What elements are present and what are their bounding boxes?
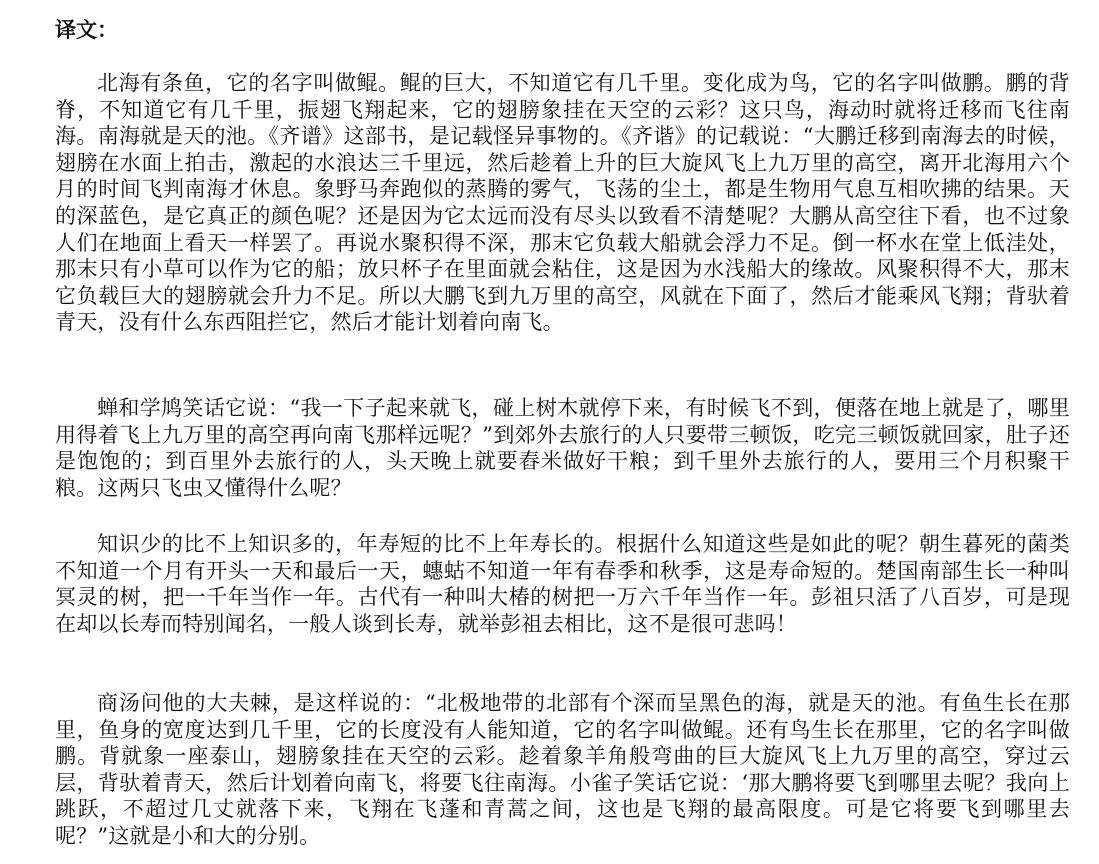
heading-translation: 译文： [55,17,118,42]
paragraph-kun-peng: 北海有条鱼，它的名字叫做鲲。鲲的巨大，不知道它有几千里。变化成为鸟，它的名字叫做鹏。鹏的背脊，不知道它有几千里，振翅飞翔起来，它的翅膀象挂在天空的云彩？这只鸟，海动时就将迁移而飞往南海。南海就是天的池。《齐谱》这部书，是记载怪异事物的。《齐谐》的记载说：“大鹏迁移到南海去的时候，翅膀在水面上拍击，激起的水浪达三千里远，然后趁着上升的巨大旋风飞上九万里的高空，离开北海用六个月的时间飞判南海才休息。象野马奔跑似的蒸腾的雾气，飞荡的尘土，都是生物用气息互相吹拂的结果。天的深蓝色，是它真正的颜色呢？还是因为它太远而没有尽头以致看不清楚呢？大鹏从高空往下看，也不过象人们在地面上看天一样罢了。再说水聚积得不深，那末它负载大船就会浮力不足。倒一杯水在堂上低洼处，那末只有小草可以作为它的船；放只杯子在里面就会粘住，这是因为水浅船大的缘故。风聚积得不大，那末它负载巨大的翅膀就会升力不足。所以大鹏飞到九万里的高空，风就在下面了，然后才能乘风飞翔；背驮着青天，没有什么东西阻拦它，然后才能计划着向南飞。 [55,71,1070,335]
paragraph-cicada-dove: 蝉和学鸠笑话它说：“我一下子起来就飞，碰上树木就停下来，有时候飞不到，便落在地上就是了，哪里用得着飞上九万里的高空再向南飞那样远呢？”到郊外去旅行的人只要带三顿饭，吃完三顿饭就回家，肚子还是饱饱的；到百里外去旅行的人，头天晚上就要舂米做好干粮；到千里外去旅行的人，要用三个月积聚干粮。这两只飞虫又懂得什么呢？ [55,396,1070,500]
paragraph-short-long-life: 知识少的比不上知识多的，年寿短的比不上年寿长的。根据什么知道这些是如此的呢？朝生暮死的菌类不知道一个月有开头一天和最后一天，蟪蛄不知道一年有春季和秋季，这是寿命短的。楚国南部生长一种叫冥灵的树，把一千年当作一年。古代有一种叫大椿的树把一万六千年当作一年。彭祖只活了八百岁，可是现在却以长寿而特别闻名，一般人谈到长寿，就举彭祖去相比，这不是很可悲吗！ [55,532,1070,636]
paragraph-tang-ji: 商汤问他的大夫棘，是这样说的：“北极地带的北部有个深而呈黑色的海，就是天的池。有鱼生长在那里，鱼身的宽度达到几千里，它的长度没有人能知道，它的名字叫做鲲。还有鸟生长在那里，它的名字叫做鹏。背就象一座泰山，翅膀象挂在天空的云彩。趁着象羊角般弯曲的巨大旋风飞上九万里的高空，穿过云层，背驮着青天，然后计划着向南飞，将要飞往南海。小雀子笑话它说：‘那大鹏将要飞到哪里去呢？我向上跳跃，不超过几丈就落下来，飞翔在飞蓬和青蒿之间，这也是飞翔的最高限度。可是它将要飞到哪里去呢？”这就是小和大的分别。 [55,691,1070,848]
